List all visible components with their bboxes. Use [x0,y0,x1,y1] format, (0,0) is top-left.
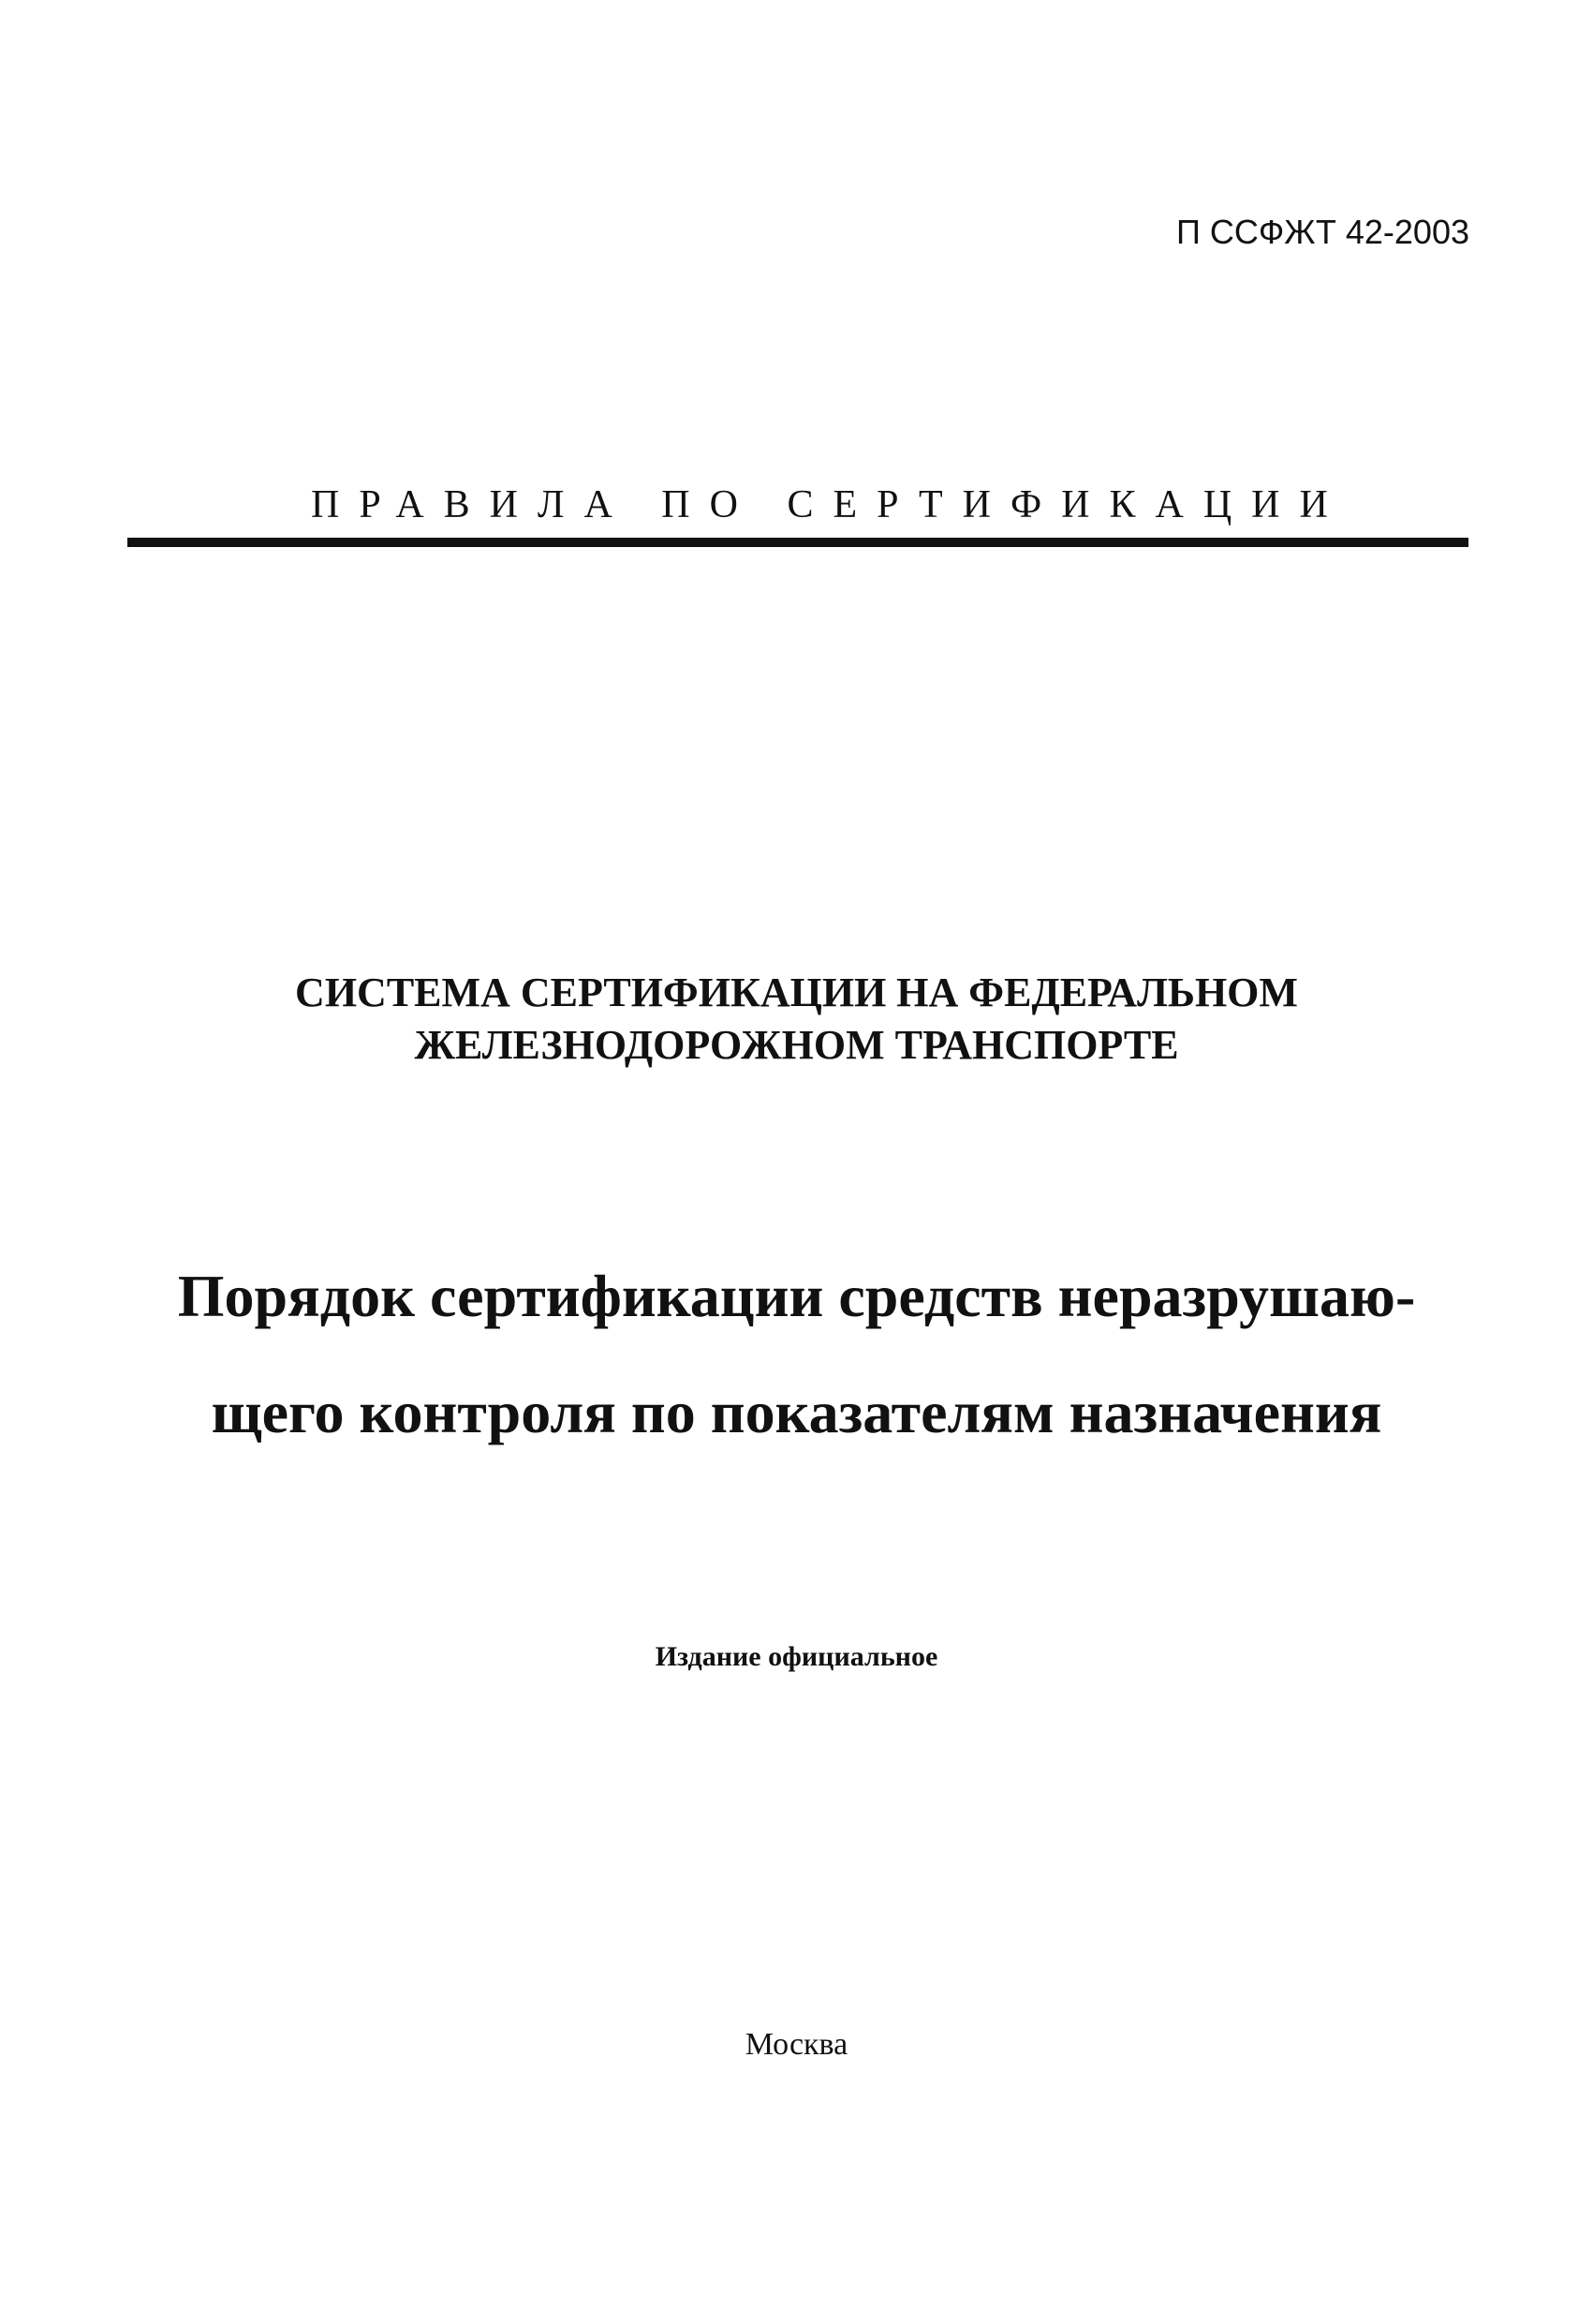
document-title-line-2: щего контроля по показателям назначения [211,1379,1382,1445]
series-title: ПРАВИЛА ПО СЕРТИФИКАЦИИ [311,483,1348,526]
publication-city: Москва [745,2027,848,2062]
edition-note: Издание официальное [655,1641,938,1672]
system-title-line-2: ЖЕЛЕЗНОДОРОЖНОМ ТРАНСПОРТЕ [414,1022,1179,1068]
document-code: П ССФЖТ 42-2003 [1176,213,1469,251]
document-title-line-1: Порядок сертификации средств неразрушаю- [177,1263,1416,1329]
document-title [0,1238,1593,1471]
system-title-line-1: СИСТЕМА СЕРТИФИКАЦИИ НА ФЕДЕРАЛЬНОМ [295,970,1298,1015]
header-divider [127,538,1468,547]
series-header [127,485,1468,547]
system-title [0,967,1593,1072]
